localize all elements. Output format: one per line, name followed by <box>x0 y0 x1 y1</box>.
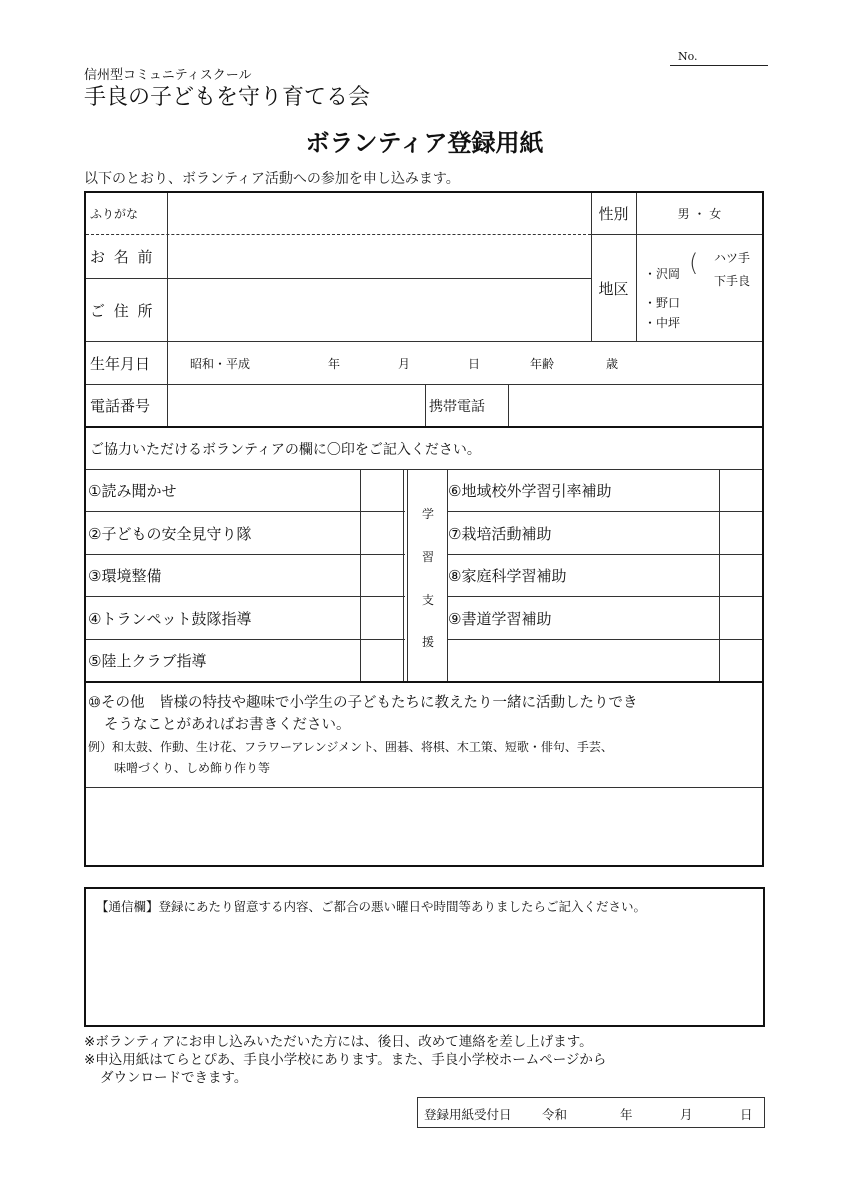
other-field[interactable] <box>86 788 762 865</box>
phone-field[interactable] <box>168 385 425 426</box>
furigana-field[interactable] <box>168 193 591 234</box>
other-text-line1: ⑩その他 皆様の特技や趣味で小学生の子どもたちに教えたり一緒に活動したりでき <box>88 695 638 711</box>
receipt-day: 日 <box>740 1107 753 1122</box>
mobile-field[interactable] <box>509 385 762 426</box>
volunteer-check[interactable] <box>361 597 403 639</box>
volunteer-item: ⑦栽培活動補助 <box>448 524 552 543</box>
birth-year-unit: 年 <box>328 356 341 371</box>
receipt-era: 令和 <box>542 1107 568 1122</box>
volunteer-item: ④トランペット鼓隊指導 <box>88 609 252 628</box>
support-label-char: 学 <box>422 507 435 521</box>
form-number-label: No. <box>678 50 698 63</box>
example-line1: 例）和太鼓、作動、生け花、フラワーアレンジメント、囲碁、将棋、木工策、短歌・俳句、手芸、 <box>88 740 613 754</box>
receipt-year: 年 <box>620 1107 633 1122</box>
age-label: 年齢 <box>530 356 555 371</box>
name-label: お 名 前 <box>90 248 155 266</box>
volunteer-item: ⑤陸上クラブ指導 <box>88 652 207 670</box>
mobile-label: 携帯電話 <box>429 398 485 415</box>
intro-text: 以下のとおり、ボランティア活動への参加を申し込みます。 <box>84 171 460 187</box>
support-label-char: 援 <box>422 635 435 649</box>
phone-label: 電話番号 <box>90 397 151 415</box>
volunteer-check[interactable] <box>361 555 403 596</box>
gender-label: 性別 <box>598 205 629 223</box>
volunteer-instruction: ご協力いただけるボランティアの欄に〇印をご記入ください。 <box>90 441 481 458</box>
other-text-line2: そうなことがあればお書きください。 <box>104 717 351 733</box>
volunteer-check[interactable] <box>720 597 762 639</box>
support-label-char: 習 <box>422 550 435 564</box>
gender-options[interactable]: 男 ・ 女 <box>677 207 722 221</box>
receipt-date-box <box>417 1097 765 1128</box>
org-name: 手良の子どもを守り育てる会 <box>84 85 371 110</box>
volunteer-check[interactable] <box>720 512 762 554</box>
volunteer-item-empty[interactable] <box>448 640 719 681</box>
volunteer-check[interactable] <box>361 640 403 681</box>
birth-label: 生年月日 <box>90 354 151 373</box>
volunteer-item: ③環境整備 <box>88 567 162 585</box>
note-1: ※ボランティアにお申し込みいただいた方には、後日、改めて連絡を差し上げます。 <box>84 1034 593 1050</box>
volunteer-check[interactable] <box>720 555 762 596</box>
birth-era[interactable]: 昭和・平成 <box>190 356 251 371</box>
district-shimotera[interactable]: 下手良 <box>714 274 751 288</box>
volunteer-item: ⑧家庭科学習補助 <box>448 567 567 585</box>
name-field[interactable] <box>168 235 591 278</box>
volunteer-check[interactable] <box>720 640 762 681</box>
org-subtitle: 信州型コミュニティスクール <box>84 68 252 83</box>
volunteer-check[interactable] <box>361 470 403 511</box>
birth-day-unit: 日 <box>468 356 481 371</box>
support-label-char: 支 <box>422 593 435 607</box>
volunteer-check[interactable] <box>361 512 403 554</box>
volunteer-item: ②子どもの安全見守り隊 <box>88 524 252 543</box>
volunteer-item: ①読み聞かせ <box>88 482 177 500</box>
example-line2: 味噌づくり、しめ飾り作り等 <box>114 761 271 775</box>
volunteer-item: ⑨書道学習補助 <box>448 609 552 628</box>
address-label: ご 住 所 <box>90 301 155 320</box>
district-label: 地区 <box>598 279 629 298</box>
page-title: ボランティア登録用紙 <box>305 129 544 157</box>
volunteer-item: ⑥地域校外学習引率補助 <box>448 482 612 500</box>
district-noguchi[interactable]: ・野口 <box>644 296 681 310</box>
note-3: ダウンロードできます。 <box>100 1070 248 1086</box>
age-unit: 歳 <box>606 356 619 371</box>
birth-month-unit: 月 <box>398 356 411 371</box>
volunteer-check[interactable] <box>720 470 762 511</box>
district-nakatsubo[interactable]: ・中坪 <box>644 316 681 330</box>
district-sawaoka[interactable]: ・沢岡 <box>644 267 681 281</box>
registration-form <box>84 191 764 867</box>
form-number[interactable] <box>670 50 768 66</box>
communication-box[interactable] <box>84 887 765 1027</box>
receipt-month: 月 <box>680 1107 693 1122</box>
district-yatsude[interactable]: ハツ手 <box>714 251 751 265</box>
communication-label: 【通信欄】登録にあたり留意する内容、ご都合の悪い曜日や時間等ありましたらご記入ください。 <box>96 899 647 914</box>
receipt-label: 登録用紙受付日 <box>424 1107 512 1122</box>
address-field[interactable] <box>168 279 591 341</box>
furigana-label: ふりがな <box>90 207 139 221</box>
note-2: ※申込用紙はてらとぴあ、手良小学校にあります。また、手良小学校ホームページから <box>84 1052 607 1068</box>
district-bracket: ( <box>689 249 699 277</box>
